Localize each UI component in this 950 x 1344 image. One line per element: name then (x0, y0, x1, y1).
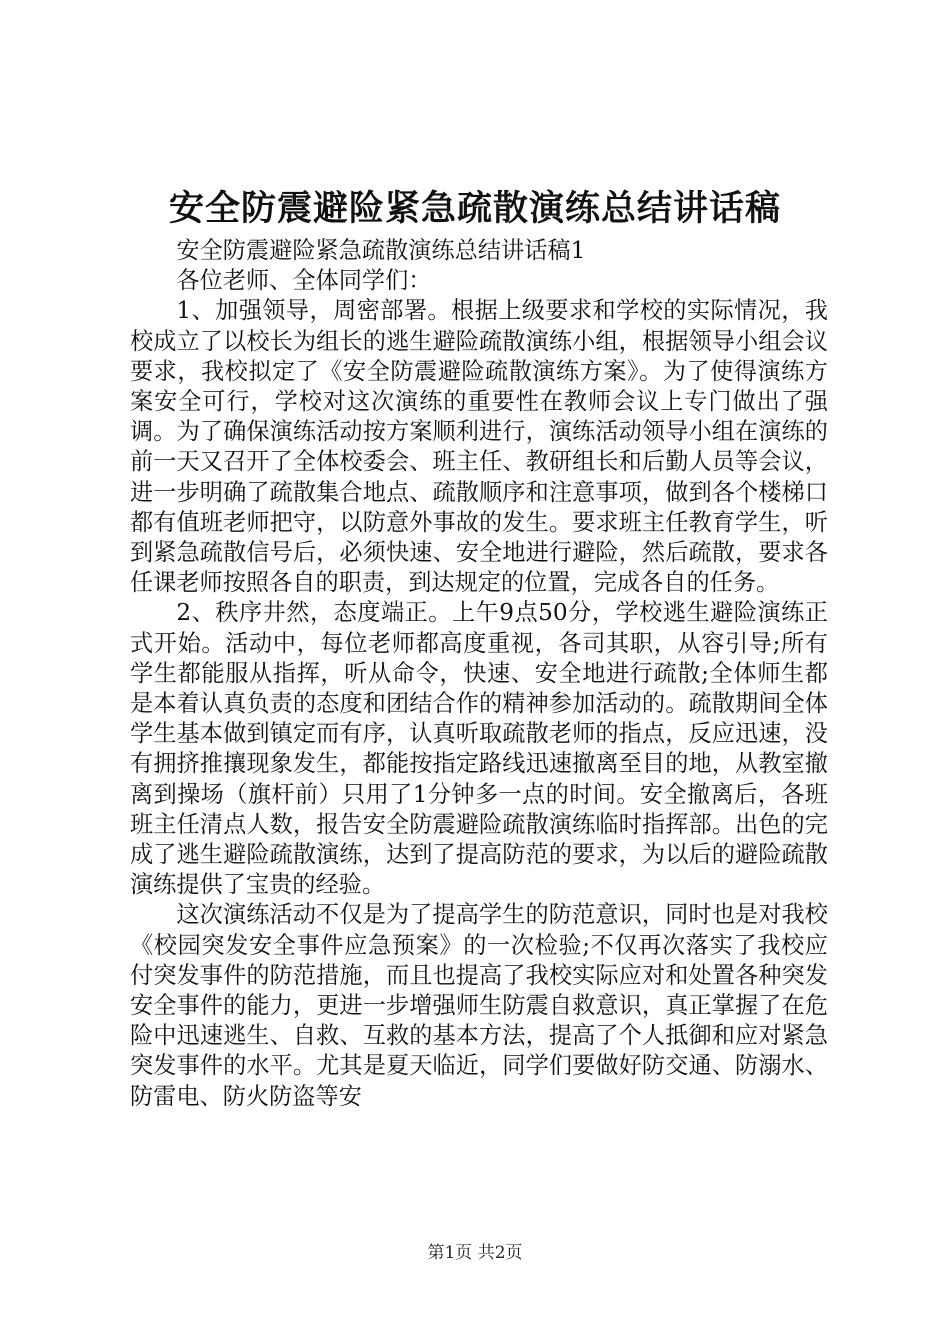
speech-subtitle: 安全防震避险紧急疏散演练总结讲话稿1 (176, 237, 586, 264)
paragraph-3: 这次演练活动不仅是为了提高学生的防范意识，同时也是对我校《校园突发安全事件应急预案》的一次检验;不仅再次落实了我校应付突发事件的防范措施，而且也提高了我校实际应对和处置各种突发安全事件的能力，更进一步增强师生防震自救意识，真正掌握了在危险中迅速逃生、自救、互救的基本方法，提高了个人抵御和应对紧急突发事件的水平。尤其是夏天临近，同学们要做好防交通、防溺水、防雷电、防火防盗等安 (130, 901, 828, 1110)
document-body (130, 236, 828, 1112)
salutation: 各位老师、全体同学们： (176, 267, 432, 295)
document-title: 安全防震避险紧急疏散演练总结讲话稿 (168, 188, 781, 229)
paragraph-2: 2、秩序井然，态度端正。上午9点50分，学校逃生避险演练正式开始。活动中，每位老师都高度重视，各司其职，从容引导;所有学生都能服从指挥，听从命令，快速、安全地进行疏散;全体师生都是本着认真负责的态度和团结合作的精神参加活动的。疏散期间全体学生基本做到镇定而有序，认真听取疏散老师的指点，反应迅速，没有拥挤推攘现象发生，都能按指定路线迅速撤离至目的地，从教室撤离到操场（旗杆前）只用了1分钟多一点的时间。安全撤离后，各班班主任清点人数，报告安全防震避险疏散演练临时指挥部。出色的完成了逃生避险疏散演练，达到了提高防范的要求，为以后的避险疏散演练提供了宝贵的经验。 (130, 599, 828, 899)
paragraph-1: 1、加强领导，周密部署。根据上级要求和学校的实际情况，我校成立了以校长为组长的逃生避险疏散演练小组，根据领导小组会议要求，我校拟定了《安全防震避险疏散演练方案》。为了使得演练方案安全可行，学校对这次演练的重要性在教师会议上专门做出了强调。为了确保演练活动按方案顺利进行，演练活动领导小组在演练的前一天又召开了全体校委会、班主任、教研组长和后勤人员等会议，进一步明确了疏散集合地点、疏散顺序和注意事项，做到各个楼梯口都有值班老师把守，以防意外事故的发生。要求班主任教育学生，听到紧急疏散信号后，必须快速、安全地进行避险，然后疏散，要求各任课老师按照各自的职责，到达规定的位置，完成各自的任务。 (130, 297, 828, 597)
page-number-footer: 第1页 共2页 (427, 1243, 523, 1263)
